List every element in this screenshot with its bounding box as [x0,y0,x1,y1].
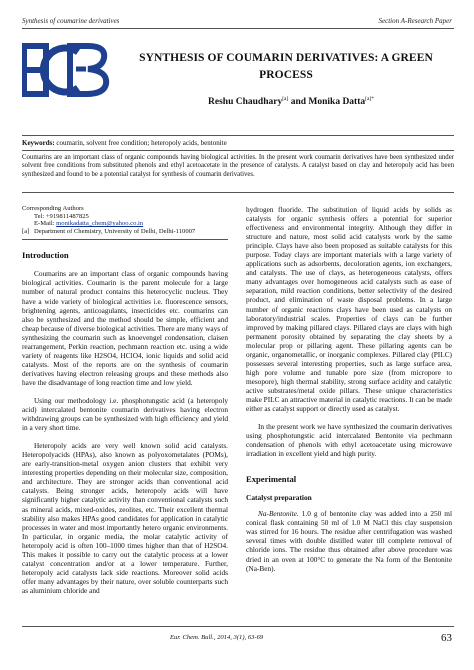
keywords-rule-top [22,135,454,136]
author-1-affiliation: [a] [282,95,289,102]
right-paragraph-1: hydrogen fluoride. The substitution of liquid acids by solids as catalysts for organic synthesis offers a potential for superior effectiveness and environmental integrity. Although they differ in structure and nature, most solid acid catalysts work by the same principle. Clays have also been proposed as suitable catalysts for this purpose. Today clays are important materials with a large variety of applications such as adsorbents, decoloration agents, ion exchangers, and catalysts. The use of clays, as heterogeneous catalysts, offers many advantages over homogeneous acid catalysts such as ease of separation, mild reaction conditions, better selectivity of the desired product, and elimination of waste disposal problems. In a large number of organic reactions clays have been used as catalysts on laboratory/industrial scales. Properties of clays can be further improved by making pillared clays. Pillared clays are clays with high permanent porosity obtained by separating the clay sheets by a molecular prop or pillaring agent. These pillaring agents can be organic, organometallic, or inorganic complexes. Pillared clay (PILC) possesses several interesting properties, such as large surface area, high pore volume and tunable pore size (from micropore to mesopore), high thermal stability, strong surface acidity and catalytic active substrates/metal oxide pillars. These unique characteristics make PILC an attractive material in catalytic reactions. It can be made either as catalyst support or directly used as catalyst. [246,205,452,414]
page-number: 63 [441,632,452,644]
author-2: Monika Datta [308,97,366,107]
right-column [246,205,452,582]
affiliation-mark: [a] [22,227,30,235]
intro-paragraph-1: Coumarins are an important class of organic compounds having biological activities. Coumarin is the parent molecule for a large number of natural product contains this heterocyclic nucleus. They have a wide variety of biological activities i.e. fluorescence sensors, brightening agents, anticoagulants, insecticides etc. coumarins can also be synthesized and the method should be simple, efficient and cheap because of diverse biological activities. There are many ways of synthesizing the coumarin such as knoevengel condensation, claisen rearrangement, Perkin reaction, pechmann reaction etc. using a wide variety of reagents like H2SO4, HClO4, ionic liquids and solid acid catalysts. Most of the reports are on the synthesis of coumarin derivatives having electron releasing groups and these methods also have the disadvantage of long reaction time and low yield. [22,269,228,387]
right-paragraph-2: In the present work we have synthesized the coumarin derivatives using phosphotungstic acid intercalated Bentonite via pechmann condensation of phenols with ethyl acetoacetate using microwave irradiation in excellent yield and high purity. [246,422,452,459]
author-and: and [288,97,309,107]
header-rule [22,28,454,29]
article-title [118,50,454,84]
article-title-line-2: PROCESS [259,69,313,81]
article-title-line-1: SYNTHESIS OF COUMARIN DERIVATIVES: A GREEN [139,52,433,64]
na-bentonite-label: Na-Bentonite. [258,509,299,519]
correspondence-rule [22,239,228,240]
journal-logo [22,42,110,98]
author-1: Reshu Chaudhary [208,97,283,107]
keywords-text: coumarin, solvent free condition; heteropoly acids, bentonite [54,139,227,147]
journal-citation: Eur. Chem. Bull., 2014, 3(1), 63-69 [170,634,264,641]
email-link[interactable]: monikadatta_chem@yahoo.co.in [56,220,144,228]
affiliation-text: Department of Chemistry, University of Delhi, Delhi-110007 [34,227,196,235]
na-bentonite-paragraph [246,509,452,572]
correspondence [22,205,228,235]
introduction-heading: Introduction [22,250,69,261]
intro-paragraph-2: Using our methodology i.e. phosphotungstic acid (a heteropoly acid) intercalated bentonite coumarin derivatives having electron withdrawing groups can be synthesized with high efficiency and yield in a very short time. [22,395,228,433]
email-line [22,220,228,228]
author-line [208,97,374,107]
telephone: Tel: +919811487825 [34,212,89,220]
abstract-rule-bottom [22,192,454,193]
intro-paragraph-3: Heteropoly acids are very well known solid acid catalysts. Heteropolyacids (HPAs), also known as polyoxometalates (POMs), are early-transition-metal oxygen anion clusters that exhibit very interesting properties depending on their molecular size, composition, and architecture. They are stronger acids than conventional acid catalysts. Being stronger acids, heteropoly acids will have significantly higher catalytic activity than conventional catalysts such as mineral acids, mixed-oxides, zeolites, etc. Their excellent thermal stability also makes HPAs good candidates for application in catalytic processes in water and most importantly hetero organic environments. In particular, in organic media, the molar catalytic activity of heteropoly acid is often 100–1000 times higher than that of H2SO4. This makes it possible to carry out the catalytic process at a lower catalyst concentration and/or at a lower temperature. Further, heteropoly acid catalysts lack side reactions. Moreover solid acids offer many advantages by their nature, over soluble counterparts such as aluminium chloride and [22,441,228,595]
na-bentonite-text: 1.0 g of bentonite clay was added into a 250 ml conical flask containing 50 ml of 1.0 M NaCl this clay suspension was stirred for 16 hours. The residue after centrifugation was washed several times with double distilled water till complete removal of chloride ions. The residue thus obtained after above procedure was dried in an oven at 100°C to generate the Na form of the Bentonite (Na-Ben). [246,509,452,573]
footer-rule [22,626,454,627]
experimental-heading: Experimental [246,474,297,485]
left-column [22,205,228,604]
email-label: E-Mail: [34,220,57,228]
affiliation [22,228,228,236]
abstract: Coumarins are an important class of organic compounds having biological activities. In the present work coumarin derivatives have been synthesized under solvent free conditions from substituted phenols and ethyl acetoacetate in the presence of catalysts. A catalyst based on clay and heteropoly acid has been synthesized and found to be a potential catalyst for synthesis of coumarin derivatives. [22,154,454,178]
corresponding-authors-label: Corresponding Authors [22,205,84,212]
keywords [22,139,227,147]
running-header-left: Synthesis of coumarine derivatives [22,17,120,25]
catalyst-preparation-heading: Catalyst preparation [246,493,312,503]
abstract-rule-top [22,150,454,151]
author-2-affiliation: [a]* [365,95,374,102]
running-header-right: Section A-Research Paper [378,17,452,25]
keywords-label: Keywords: [22,139,55,147]
